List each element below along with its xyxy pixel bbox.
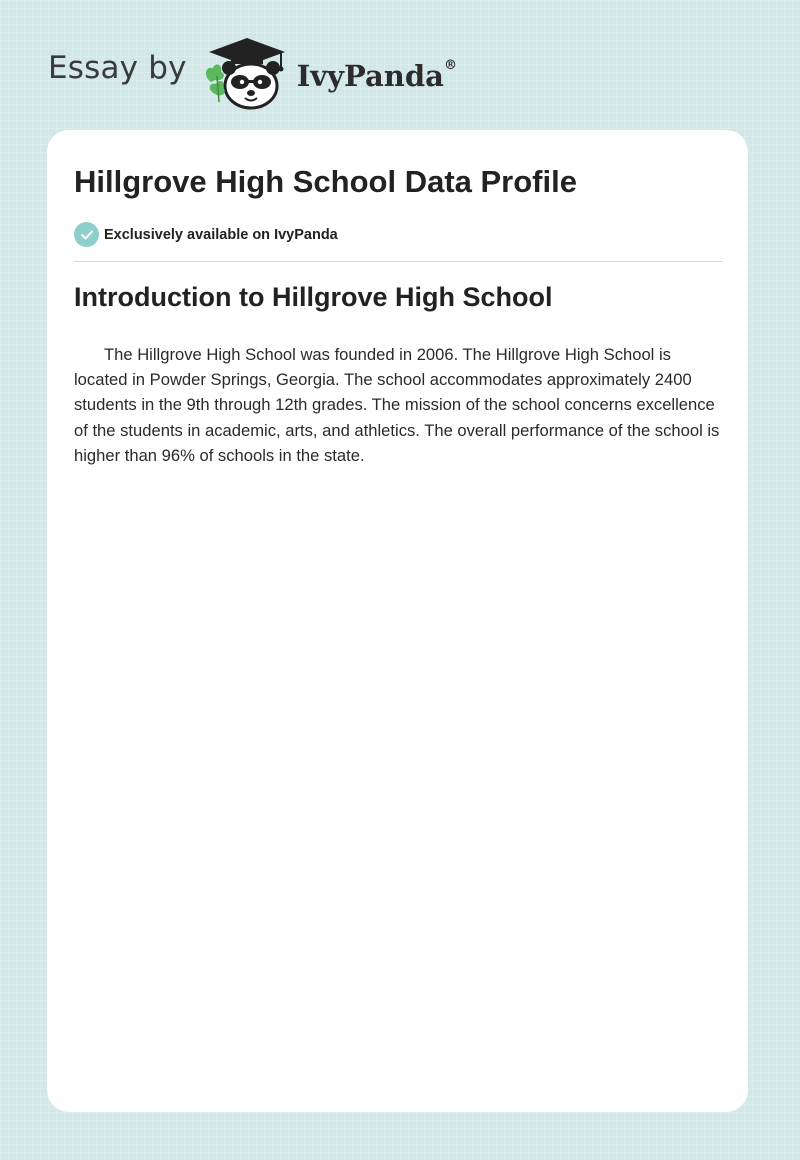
check-icon	[74, 222, 99, 247]
brand-name-text: IvyPanda	[296, 59, 444, 93]
panda-graduate-logo-icon	[201, 36, 293, 112]
document-card	[47, 130, 748, 1112]
site-header	[48, 34, 457, 114]
divider	[74, 261, 723, 262]
exclusive-badge-text: Exclusively available on IvyPanda	[104, 226, 338, 243]
section-heading: Introduction to Hillgrove High School	[74, 282, 553, 312]
body-paragraph: The Hillgrove High School was founded in 2006. The Hillgrove High School is located in Powder Springs, Georgia. The school accommodates approximately 2400 students in the 9th through 12th grades. The mission of the school concerns excellence of the students in academic, arts, and athletics. The overall performance of the school is higher than 96% of schools in the state.	[74, 345, 720, 465]
registered-mark: ®	[443, 58, 457, 74]
brand-name	[297, 59, 457, 93]
exclusive-badge	[74, 222, 338, 247]
page-title: Hillgrove High School Data Profile	[74, 164, 577, 199]
essay-by-label: Essay by	[48, 50, 187, 86]
